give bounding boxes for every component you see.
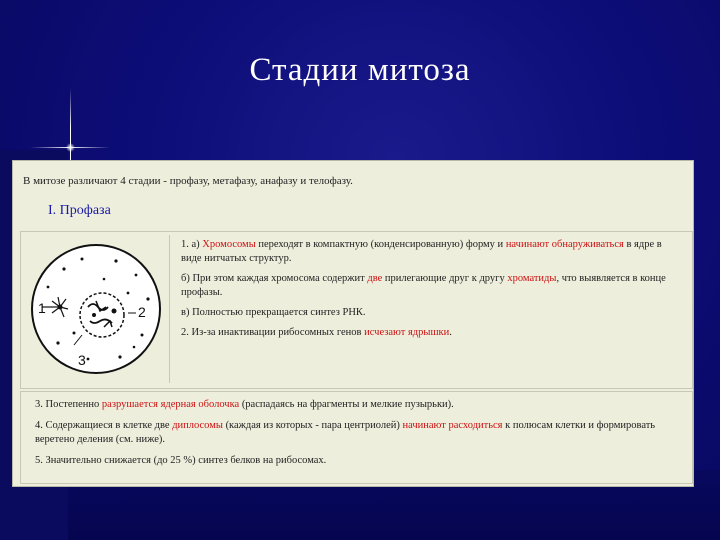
- paragraph-4: [35, 419, 685, 447]
- highlight-text: начинают расходиться: [402, 420, 503, 431]
- text-span: 1. а): [181, 239, 203, 250]
- highlight-text: Хромосомы: [202, 239, 256, 250]
- slide-title: Стадии митоза: [249, 52, 471, 88]
- paragraph-1b: [181, 272, 681, 300]
- text-span: , что выявляется в конце профазы.: [181, 273, 666, 298]
- highlight-text: начинают обнаруживаться: [505, 239, 624, 250]
- decor-sparkle-icon: [66, 143, 75, 152]
- text-span: прилегающие друг к другу: [382, 273, 508, 284]
- paragraph-1a: [181, 238, 681, 266]
- text-span: .: [449, 327, 452, 338]
- text-span: переходят в компактную (конденсированную) форму и: [255, 239, 506, 250]
- text-span: б) При этом каждая хромосома содержит: [181, 273, 368, 284]
- prophase-box-2: [20, 391, 693, 484]
- paragraph-1c: в) Полностью прекращается синтез РНК.: [181, 307, 366, 318]
- box2-text: [35, 398, 685, 475]
- text-span: в ядре в виде нитчатых структур.: [181, 239, 662, 264]
- section-heading: I. Профаза: [48, 203, 111, 218]
- cell-figure: [24, 235, 170, 383]
- figure-label-2: 2: [138, 304, 146, 320]
- highlight-text: хроматиды: [507, 273, 557, 284]
- intro-text: В митозе различают 4 стадии - профазу, метафазу, анафазу и телофазу.: [23, 175, 353, 187]
- text-span: 4. Содержащиеся в клетке две: [35, 420, 173, 431]
- paragraph-2: [181, 326, 681, 340]
- highlight-text: две: [367, 273, 383, 284]
- paragraph-5: 5. Значительно снижается (до 25 %) синтез белков на рибосомах.: [35, 455, 327, 466]
- text-span: (распадаясь на фрагменты и мелкие пузырьки).: [239, 399, 454, 410]
- box1-text: [181, 238, 681, 346]
- prophase-cell-illustration: [24, 235, 169, 383]
- text-span: к полюсам клетки и формировать веретено деления (см. ниже).: [35, 420, 656, 445]
- highlight-text: разрушается ядерная оболочка: [101, 399, 240, 410]
- highlight-text: исчезают ядрышки: [364, 327, 450, 338]
- text-span: 3. Постепенно: [35, 399, 102, 410]
- figure-label-3: 3: [78, 352, 86, 368]
- figure-label-1: 1: [38, 300, 46, 316]
- highlight-text: диплосомы: [172, 420, 223, 431]
- text-span: (каждая из которых - пара центриолей): [222, 420, 403, 431]
- text-span: 2. Из-за инактивации рибосомных генов: [181, 327, 365, 338]
- prophase-box-1: [20, 231, 693, 389]
- paragraph-3: [35, 398, 685, 412]
- content-panel: [12, 160, 694, 487]
